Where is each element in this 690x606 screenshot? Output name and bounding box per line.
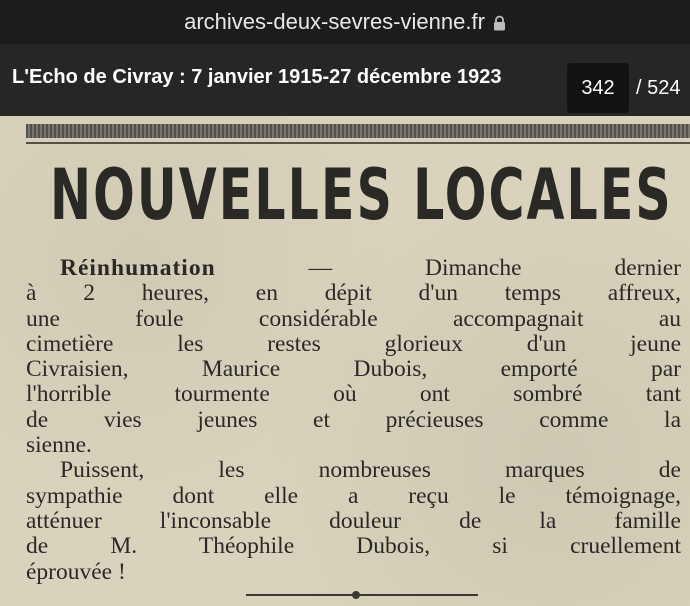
footer-rule: [246, 594, 478, 596]
article-line: Puissent, les nombreuses marques de: [60, 457, 681, 484]
header-rule-thin: [26, 142, 690, 144]
article-line: cimetière les restes glorieux d'un jeune: [26, 330, 681, 357]
article-line: Réinhumation — Dimanche dernier: [60, 255, 681, 281]
article-line: une foule considérable accompagnait au: [26, 305, 681, 332]
viewer-toolbar: [0, 44, 690, 116]
article-line: de M. Théophile Dubois, si cruellement: [26, 533, 681, 560]
article-line: Civraisien, Maurice Dubois, emporté par: [26, 356, 681, 383]
document-title: L'Echo de Civray : 7 janvier 1915-27 décembre 1923: [12, 66, 502, 88]
page-total: / 524: [636, 77, 681, 99]
article-line: sienne.: [26, 432, 92, 459]
article-line: l'horrible tourmente où ont sombré tant: [26, 381, 681, 408]
page-number-input[interactable]: 342: [567, 63, 629, 113]
article-line: à 2 heures, en dépit d'un temps affreux,: [26, 280, 681, 307]
url-text[interactable]: archives-deux-sevres-vienne.fr: [184, 9, 485, 34]
article-line: de vies jeunes et précieuses comme la: [26, 406, 681, 433]
newspaper-scan[interactable]: [0, 116, 690, 606]
footer-rule-ornament: [352, 591, 360, 599]
section-heading: NOUVELLES LOCALES: [50, 154, 673, 236]
article-line: sympathie dont elle a reçu le témoignage,: [26, 482, 681, 509]
article-body: [26, 256, 690, 585]
article-line: éprouvée !: [26, 558, 126, 585]
lock-icon: [493, 15, 506, 31]
article-line: atténuer l'inconsable douleur de la famille: [26, 507, 681, 534]
header-rule: [26, 124, 690, 138]
article-lead: Réinhumation: [60, 255, 216, 281]
address-bar[interactable]: [0, 0, 690, 44]
